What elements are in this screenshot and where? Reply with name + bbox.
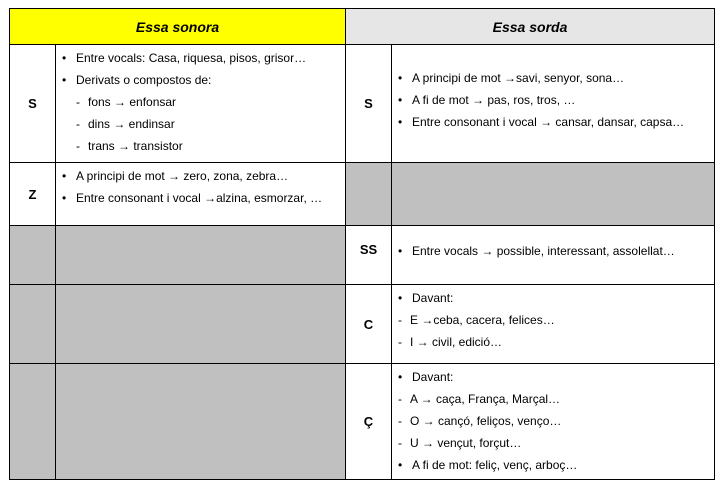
empty-cell-sorda-z-letter	[346, 163, 392, 226]
sorda-s-item-1: • A principi de mot →savi, senyor, sona…	[396, 67, 710, 89]
empty-cell-sonora-ss-content	[56, 226, 346, 285]
sorda-c-intro: • Davant:	[396, 287, 710, 309]
sonora-s-sub-2: - dins → endinsar	[76, 113, 341, 135]
sorda-cc-letter: Ç	[363, 414, 374, 429]
sorda-s-item-2: • A fi de mot → pas, ros, tros, …	[396, 89, 710, 111]
sorda-cc-intro: • Davant:	[396, 366, 710, 388]
sonora-s-sub-3: - trans → transistor	[76, 135, 341, 157]
sonora-z-letter: Z	[28, 186, 37, 202]
sorda-cc-sub-1: - A → caça, França, Marçal…	[396, 388, 710, 410]
sorda-s-content	[392, 45, 714, 163]
sonora-s-letter: S	[28, 96, 37, 111]
sorda-cc-letter-cell	[346, 364, 392, 479]
empty-cell-sonora-cc-content	[56, 364, 346, 479]
sorda-ss-content	[392, 226, 714, 285]
sorda-s-letter-cell	[346, 45, 392, 163]
sorda-s-item-3: • Entre consonant i vocal → cansar, dansar, capsa…	[396, 111, 710, 133]
sorda-cc-last: • A fi de mot: feliç, venç, arboç…	[396, 454, 710, 476]
sonora-s-item-2	[60, 69, 341, 157]
sorda-c-letter: C	[363, 316, 374, 332]
header-right-label: Essa sorda	[492, 18, 568, 35]
sorda-c-sub-2: - I → civil, edició…	[396, 331, 710, 353]
spelling-table	[9, 8, 715, 480]
sorda-ss-item-1: • Entre vocals → possible, interessant, assolellat…	[396, 240, 710, 262]
sorda-c-content	[392, 285, 714, 364]
sorda-s-letter: S	[364, 96, 373, 111]
header-left-label: Essa sonora	[135, 18, 220, 35]
empty-cell-sorda-z-content	[392, 163, 714, 226]
empty-cell-sonora-c-letter	[10, 285, 56, 364]
sonora-z-content	[56, 163, 346, 226]
header-essa-sorda	[346, 9, 714, 45]
sorda-cc-sub-3: - U → vençut, forçut…	[396, 432, 710, 454]
sonora-z-item-2: • Entre consonant i vocal →alzina, esmorzar, …	[60, 187, 341, 209]
sorda-cc-sub-2: - O → cançó, feliços, venço…	[396, 410, 710, 432]
empty-cell-sonora-cc-letter	[10, 364, 56, 479]
sonora-s-sub-1: - fons → enfonsar	[76, 91, 341, 113]
sonora-s-item-1: • Entre vocals: Casa, riquesa, pisos, grisor…	[60, 47, 341, 69]
sonora-s-content	[56, 45, 346, 163]
empty-cell-sonora-ss-letter	[10, 226, 56, 285]
sonora-z-letter-cell	[10, 163, 56, 226]
sonora-s-item-2-text: Derivats o compostos de:	[76, 73, 212, 87]
sorda-ss-letter: SS	[359, 241, 378, 257]
sorda-ss-letter-cell	[346, 226, 392, 285]
sorda-c-letter-cell	[346, 285, 392, 364]
sonora-z-item-1: • A principi de mot → zero, zona, zebra…	[60, 165, 341, 187]
empty-cell-sonora-c-content	[56, 285, 346, 364]
sorda-c-sub-1: - E →ceba, cacera, felices…	[396, 309, 710, 331]
header-essa-sonora	[10, 9, 346, 45]
sonora-s-letter-cell	[10, 45, 56, 163]
sorda-cc-content	[392, 364, 714, 479]
